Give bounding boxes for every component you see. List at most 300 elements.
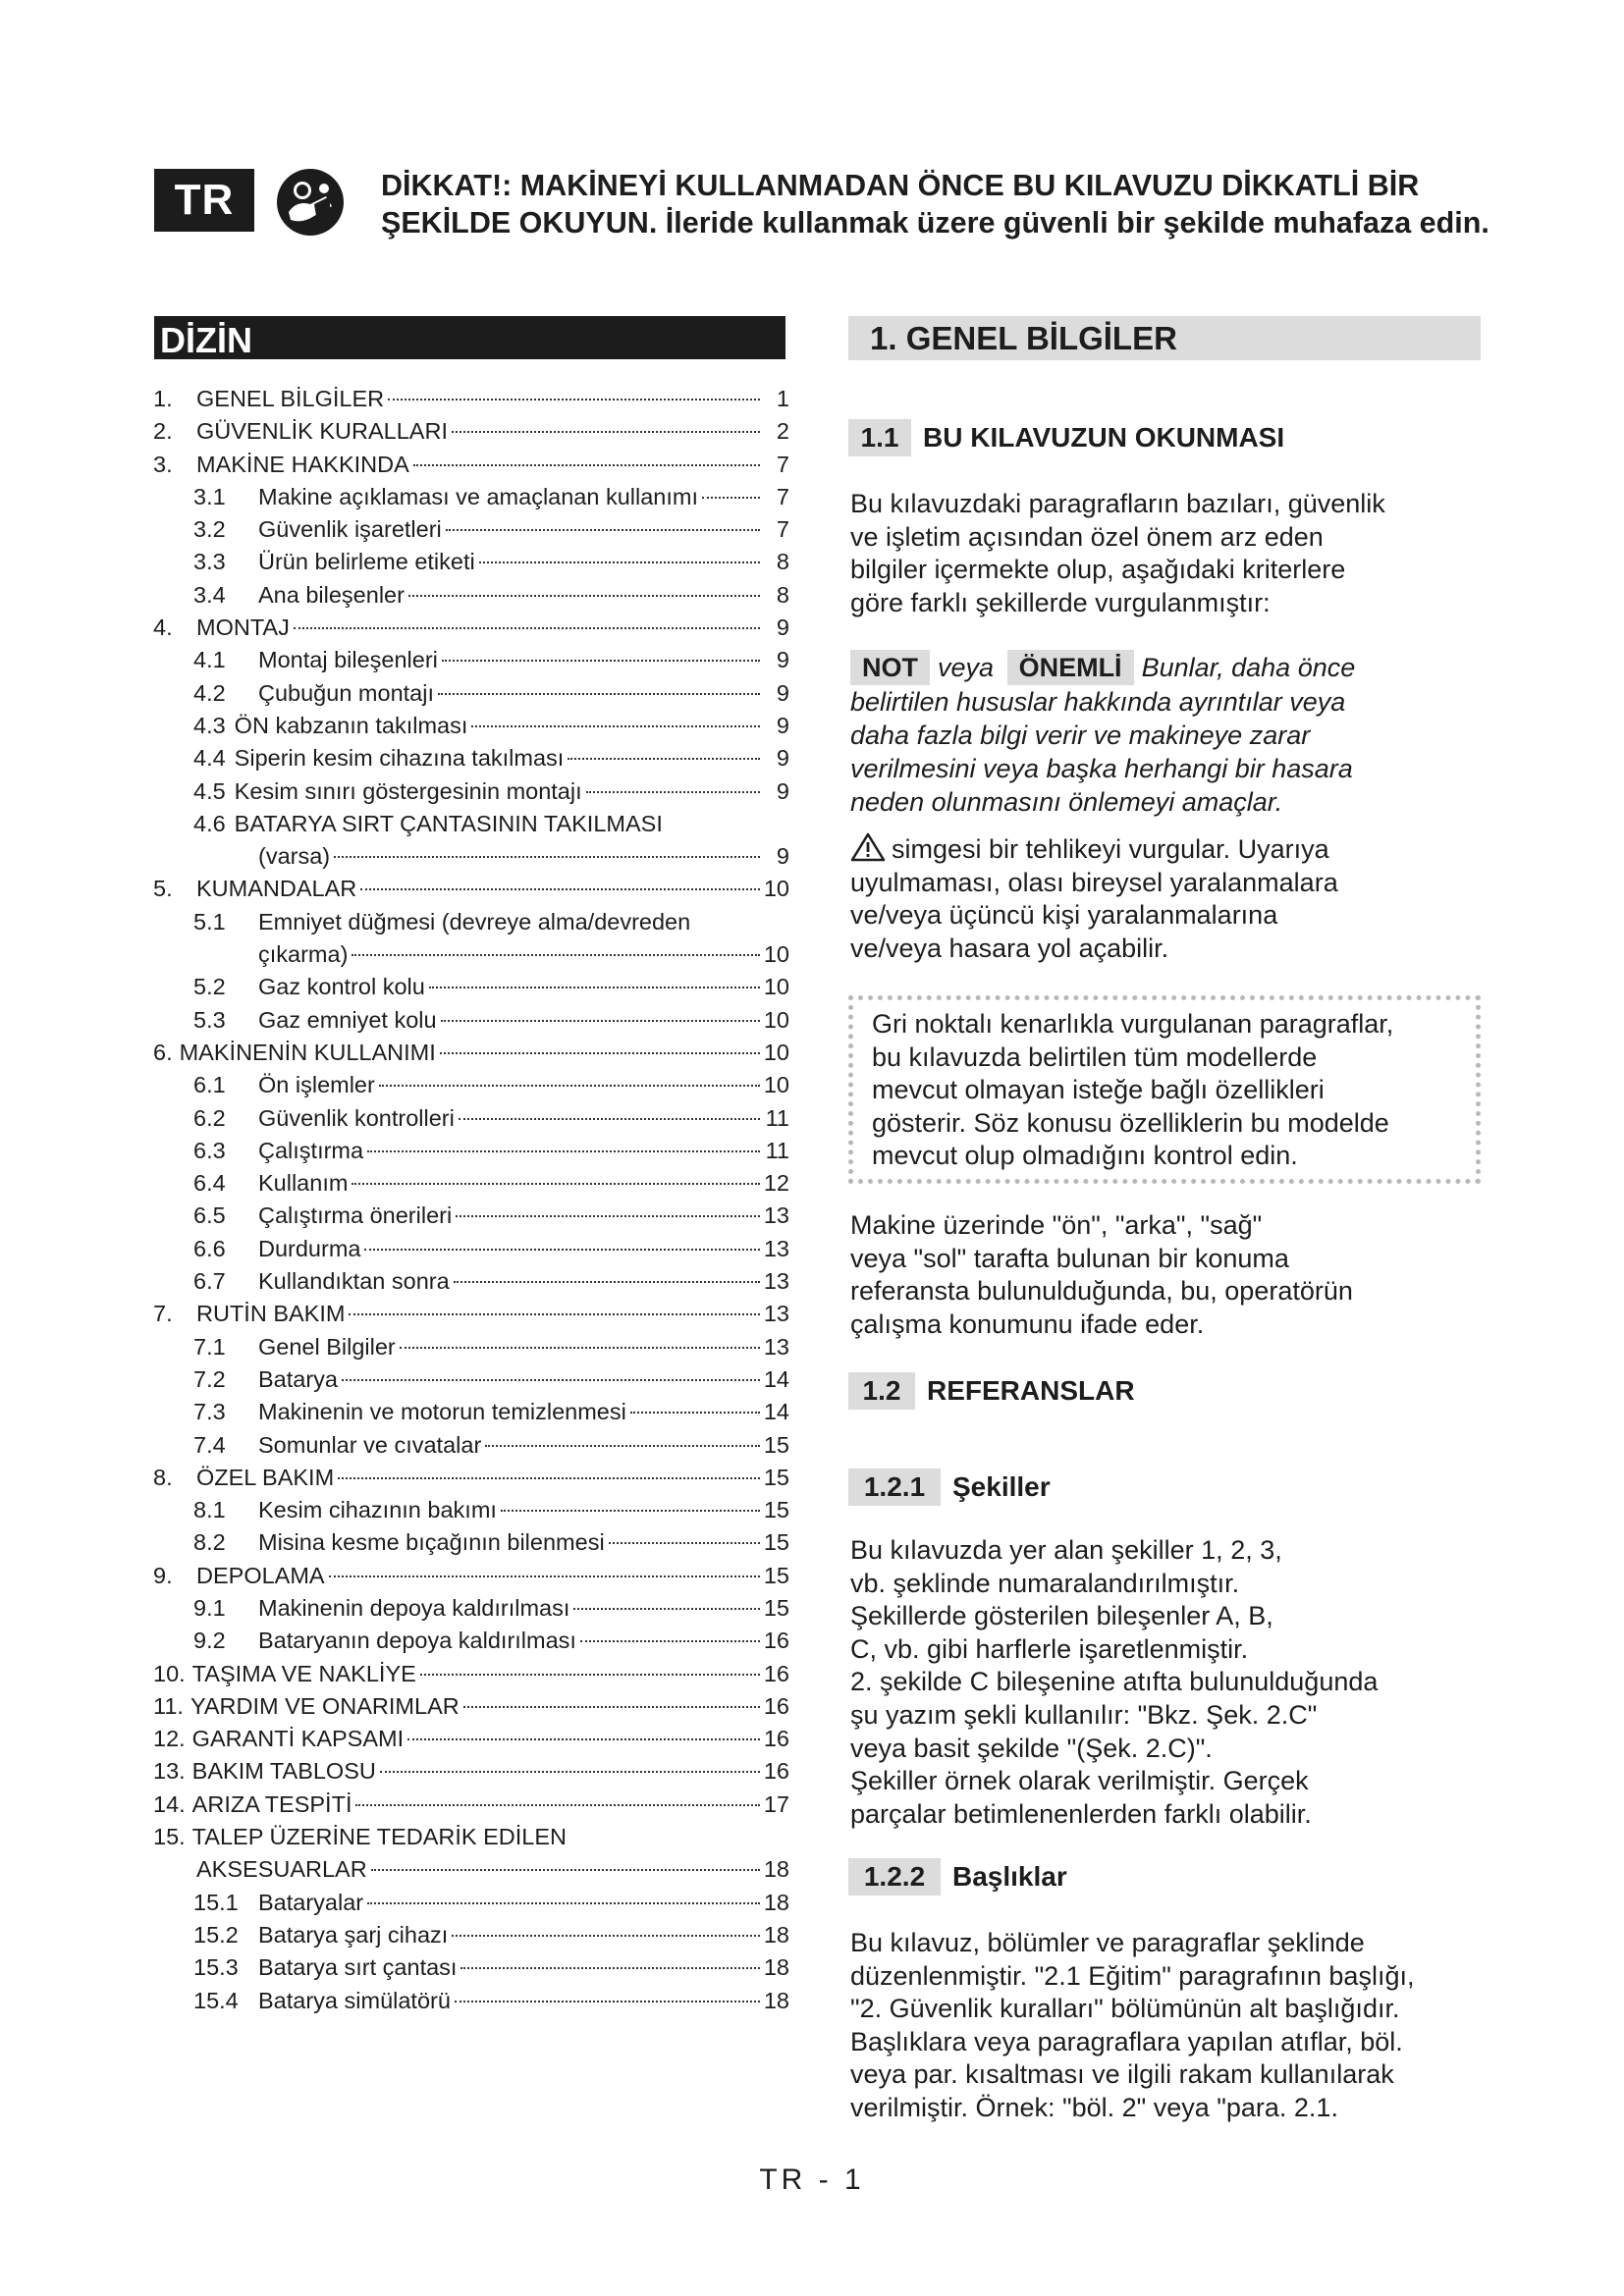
toc-entry-number: 9.2: [193, 1628, 226, 1654]
toc-entry: [153, 1135, 789, 1167]
toc-entry: [153, 579, 789, 612]
toc-entry: [153, 644, 789, 676]
toc-leader-dots: [380, 1771, 760, 1773]
toc-leader-dots: [294, 627, 760, 629]
text-line: şu yazım şekli kullanılır: "Bkz. Şek. 2.C": [850, 1699, 1318, 1730]
toc-entry: [153, 1526, 789, 1559]
toc-entry: [153, 1755, 789, 1788]
toc-entry-label: çıkarma): [258, 941, 349, 968]
toc-entry-page: 11: [765, 1137, 789, 1163]
toc-entry: [153, 449, 789, 481]
toc-entry-number: 15.: [153, 1824, 186, 1850]
warning-line-1: DİKKAT!: MAKİNEYİ KULLANMADAN ÖNCE BU KILAVUZU DİKKATLİ BİR: [381, 169, 1420, 202]
toc-leader-dots: [400, 1347, 760, 1349]
toc-entry-page: 9: [776, 712, 789, 738]
toc-entry-label: Bataryanın depoya kaldırılması: [258, 1628, 576, 1654]
toc-entry-label: Gaz emniyet kolu: [258, 1006, 437, 1033]
toc-entry-page: 11: [765, 1104, 789, 1131]
toc-entry-page: 13: [763, 1301, 789, 1327]
toc-entry-page: 9: [776, 777, 789, 804]
toc-entry-page: 8: [776, 581, 789, 608]
toc-entry-page: 1: [776, 386, 789, 411]
toc-entry-label: BATARYA SIRT ÇANTASININ TAKILMASI: [234, 810, 663, 836]
toc-entry-page: 9: [776, 614, 789, 641]
toc-entry-page: 13: [763, 1202, 789, 1229]
toc-leader-dots: [352, 1183, 759, 1185]
toc-entry: [153, 546, 789, 578]
toc-entry-label: Kesim sınırı göstergesinin montajı: [234, 777, 582, 804]
toc-leader-dots: [568, 758, 760, 760]
toc-entry-label: KUMANDALAR: [196, 876, 357, 902]
toc-entry-page: 18: [763, 1856, 789, 1883]
toc-entry: [153, 1004, 789, 1037]
toc-entry-label: GÜVENLİK KURALLARI: [196, 418, 448, 445]
toc-entry: [153, 415, 789, 448]
toc-entry-page: 15: [763, 1594, 789, 1621]
toc-entry: [153, 840, 789, 873]
toc-leader-dots: [429, 987, 760, 988]
toc-entry-page: 10: [763, 1072, 789, 1098]
toc-entry-page: 7: [776, 451, 789, 477]
toc-entry-number: 7.2: [193, 1365, 226, 1392]
text-line: verilmesini veya başka herhangi bir hasara: [850, 754, 1353, 783]
toc-entry: [153, 1560, 789, 1592]
toc-entry: [153, 1985, 789, 2017]
toc-leader-dots: [573, 1608, 759, 1610]
toc-entry-label: Durdurma: [258, 1235, 361, 1261]
toc-leader-dots: [342, 1379, 760, 1381]
toc-entry-page: 10: [763, 1006, 789, 1033]
text-line: mevcut olmayan isteğe bağlı özellikleri: [872, 1075, 1325, 1105]
toc-entry: [153, 971, 789, 1003]
subsection-1-2-heading: [848, 1372, 1135, 1410]
text-line: Şekillerde gösterilen bileşenler A, B,: [850, 1601, 1273, 1631]
toc-entry: [153, 1821, 789, 1853]
toc-entry-label: Kullanım: [258, 1170, 349, 1197]
text-line: veya "sol" tarafta bulunan bir konuma: [850, 1243, 1289, 1273]
toc-leader-dots: [501, 1510, 760, 1512]
text-line: veya basit şekilde "(Şek. 2.C)".: [850, 1733, 1213, 1763]
toc-leader-dots: [580, 1640, 760, 1642]
toc-entry-label: Güvenlik işaretleri: [258, 516, 442, 543]
subsection-number: 1.2.1: [848, 1468, 941, 1506]
toc-entry-number: 6.5: [193, 1202, 226, 1229]
toc-entry-page: 9: [776, 843, 789, 870]
toc-leader-dots: [360, 888, 760, 890]
text-line: parçalar betimlenenlerden farklı olabilir.: [850, 1798, 1312, 1829]
subsection-number: 1.1: [848, 419, 911, 456]
text-line: ve/veya hasara yol açabilir.: [850, 933, 1169, 963]
toc-entry: [153, 1069, 789, 1101]
toc-leader-dots: [463, 1706, 760, 1708]
toc-entry-number: 4.2: [193, 679, 226, 706]
text-line: C, vb. gibi harflerle işaretlenmiştir.: [850, 1633, 1249, 1664]
toc-entry-number: 1.: [153, 386, 173, 411]
note-tag: NOT: [850, 650, 930, 685]
toc-entry-page: 9: [776, 647, 789, 673]
toc-entry: [153, 1951, 789, 1984]
toc-entry-label: Genel Bilgiler: [258, 1333, 396, 1360]
text-line: Bu kılavuzdaki paragrafların bazıları, güvenlik: [850, 489, 1385, 518]
note-conjunction: veya: [938, 653, 995, 682]
toc-leader-dots: [379, 1085, 760, 1087]
toc-entry-label: TAŞIMA VE NAKLİYE: [191, 1660, 416, 1686]
toc-entry-number: 4.1: [193, 647, 226, 673]
toc-leader-dots: [364, 1249, 759, 1251]
toc-leader-dots: [388, 399, 760, 400]
subsection-number: 1.2.2: [848, 1858, 941, 1896]
toc-entry-page: 15: [763, 1497, 789, 1523]
toc-entry-number: 3.2: [193, 516, 226, 543]
toc-entry-label: RUTİN BAKIM: [196, 1301, 346, 1327]
toc-entry-number: 12.: [153, 1726, 186, 1752]
text-line: belirtilen hususlar hakkında ayrıntılar veya: [850, 687, 1346, 717]
toc-entry-number: 6.: [153, 1039, 173, 1065]
text-line: Bu kılavuzda yer alan şekiller 1, 2, 3,: [850, 1535, 1282, 1565]
toc-entry-page: 9: [776, 679, 789, 706]
toc-entry-page: 16: [763, 1692, 789, 1719]
toc-entry-number: 4.5: [193, 777, 226, 804]
toc-leader-dots: [485, 1445, 760, 1447]
toc-entry-label: Ön işlemler: [258, 1072, 375, 1098]
toc-entry-label: Ana bileşenler: [258, 581, 405, 608]
warning-triangle-icon: [850, 832, 886, 862]
toc-entry-label: MAKİNENİN KULLANIMI: [179, 1039, 436, 1065]
toc-entry: [153, 1265, 789, 1298]
toc-entry-number: 3.: [153, 451, 173, 477]
toc-entry-page: 18: [763, 1921, 789, 1948]
toc-entry-page: 10: [763, 941, 789, 968]
toc-entry-page: 13: [763, 1268, 789, 1295]
warning-notice: [381, 167, 1520, 241]
toc-entry-number: 8.: [153, 1464, 173, 1490]
toc-entry-label: Montaj bileşenleri: [258, 647, 438, 673]
toc-entry-number: 6.6: [193, 1235, 226, 1261]
toc-entry-number: 14.: [153, 1790, 186, 1817]
toc-leader-dots: [367, 1150, 760, 1152]
toc-entry: [153, 1789, 789, 1821]
subsection-1-2-1-heading: [848, 1468, 1051, 1506]
toc-entry-page: 10: [763, 1039, 789, 1065]
toc-leader-dots: [408, 595, 760, 597]
toc-entry-label: Çalıştırma önerileri: [258, 1202, 453, 1229]
toc-entry-label: Emniyet düğmesi (devreye alma/devreden: [258, 908, 691, 934]
toc-entry-number: 6.4: [193, 1170, 226, 1197]
toc-entry: [153, 513, 789, 546]
toc-leader-dots: [459, 1118, 760, 1120]
toc-entry-label: ÖZEL BAKIM: [196, 1464, 335, 1490]
toc-leader-dots: [438, 693, 760, 695]
toc-leader-dots: [609, 1542, 760, 1544]
toc-leader-dots: [352, 954, 759, 956]
toc-leader-dots: [446, 529, 760, 531]
toc-entry-page: 13: [763, 1235, 789, 1261]
text-line: neden olunmasını önlemeyi amaçlar.: [850, 787, 1283, 817]
toc-entry-number: 6.3: [193, 1137, 226, 1163]
optional-feature-text: [872, 1008, 1471, 1173]
toc-entry-page: 18: [763, 1987, 789, 2013]
toc-entry-label: Gaz kontrol kolu: [258, 974, 425, 1000]
toc-entry: [153, 481, 789, 513]
toc-entry-label: (varsa): [258, 843, 331, 870]
toc-entry-page: 8: [776, 549, 789, 575]
toc-leader-dots: [440, 1052, 760, 1054]
language-badge: TR: [154, 169, 254, 232]
toc-leader-dots: [329, 1575, 760, 1577]
toc-leader-dots: [460, 1967, 759, 1969]
toc-entry-number: 15.1: [193, 1889, 239, 1915]
toc-entry-page: 14: [763, 1399, 789, 1425]
toc-entry-page: 18: [763, 1889, 789, 1915]
toc-entry: [153, 1625, 789, 1657]
text-line: Gri noktalı kenarlıkla vurgulanan paragraflar,: [872, 1009, 1394, 1039]
toc-entry-number: 4.3: [193, 712, 226, 738]
toc-entry: [153, 612, 789, 644]
toc-entry: [153, 1396, 789, 1428]
toc-entry: [153, 1887, 789, 1919]
toc-entry-number: 4.6: [193, 810, 226, 836]
toc-leader-dots: [455, 2001, 760, 2002]
toc-entry-number: 6.2: [193, 1104, 226, 1131]
toc-entry-label: Kullandıktan sonra: [258, 1268, 450, 1295]
toc-entry-number: 3.3: [193, 549, 226, 575]
toc-entry: [153, 1494, 789, 1526]
toc-entry-number: 15.4: [193, 1987, 239, 2013]
toc-entry-number: 7.1: [193, 1333, 226, 1360]
toc-entry: [153, 1919, 789, 1951]
text-line: göre farklı şekillerde vurgulanmıştır:: [850, 587, 1271, 617]
read-manual-icon: [275, 167, 346, 238]
toc-entry-number: 8.1: [193, 1497, 226, 1523]
toc-entry: [153, 1690, 789, 1723]
toc-entry-label: Çubuğun montajı: [258, 679, 434, 706]
subsection-title: Başlıklar: [952, 1861, 1067, 1892]
text-line: düzenlenmiştir. "2.1 Eğitim" paragrafının başlığı,: [850, 1960, 1415, 1991]
toc-entry-label: Bataryalar: [258, 1889, 364, 1915]
toc-entry-number: 4.4: [193, 745, 226, 772]
section-title: 1. GENEL BİLGİLER: [848, 316, 1481, 360]
toc-entry: [153, 1592, 789, 1625]
toc-entry-label: Batarya simülatörü: [258, 1987, 451, 2013]
toc-entry-page: 14: [763, 1365, 789, 1392]
toc-entry: [153, 1200, 789, 1232]
toc-entry-page: 18: [763, 1954, 789, 1981]
toc-entry-label: BAKIM TABLOSU: [191, 1758, 376, 1785]
toc-entry: [153, 1723, 789, 1755]
toc-entry-label: DEPOLAMA: [196, 1562, 325, 1588]
toc-entry-page: 16: [763, 1758, 789, 1785]
toc-leader-dots: [456, 1215, 760, 1217]
toc-leader-dots: [479, 561, 760, 563]
toc-entry: [153, 1233, 789, 1265]
toc-entry-number: 2.: [153, 418, 173, 445]
text-line: 2. şekilde C bileşenine atıfta bulunulduğunda: [850, 1667, 1379, 1697]
text-line: bu kılavuzda belirtilen tüm modellerde: [872, 1041, 1318, 1072]
text-line: bilgiler içermekte olup, aşağıdaki kriterlere: [850, 555, 1346, 585]
text-line: gösterir. Söz konusu özelliklerin bu modelde: [872, 1107, 1389, 1138]
toc-entry-page: 15: [763, 1464, 789, 1490]
text-line: daha fazla bilgi verir ve makineye zarar: [850, 721, 1311, 750]
toc-entry-page: 15: [763, 1431, 789, 1458]
toc-entry: [153, 1167, 789, 1200]
toc-entry-page: 16: [763, 1726, 789, 1752]
position-paragraph: [850, 1209, 1489, 1341]
toc-leader-dots: [452, 1935, 760, 1937]
note-first-tail: Bunlar, daha önce: [1141, 653, 1356, 682]
toc-entry-number: 11.: [153, 1692, 184, 1719]
toc-leader-dots: [407, 1738, 760, 1740]
text-line: verilmiştir. Örnek: "böl. 2" veya "para. 2.1.: [850, 2092, 1338, 2122]
toc-entry-label: Çalıştırma: [258, 1137, 364, 1163]
toc-leader-dots: [334, 856, 760, 858]
toc-entry-label: AKSESUARLAR: [196, 1856, 367, 1883]
danger-first-line: simgesi bir tehlikeyi vurgular. Uyarıya: [892, 834, 1329, 864]
toc-leader-dots: [355, 1804, 759, 1806]
subsection-title: BU KILAVUZUN OKUNMASI: [923, 422, 1285, 453]
toc-entry: [153, 1102, 789, 1135]
toc-entry: [153, 906, 789, 938]
toc-entry-label: Makine açıklaması ve amaçlanan kullanımı: [258, 483, 699, 509]
toc-entry: [153, 383, 789, 415]
toc-entry-label: MONTAJ: [196, 614, 290, 641]
text-line: Başlıklara veya paragraflara yapılan atıflar, böl.: [850, 2026, 1403, 2056]
text-line: ve işletim açısından özel önem arz eden: [850, 521, 1324, 552]
toc-entry-number: 7.3: [193, 1399, 226, 1425]
toc-entry: [153, 1363, 789, 1396]
toc-entry-number: 5.1: [193, 908, 226, 934]
toc-entry-number: 6.7: [193, 1268, 226, 1295]
toc-entry-number: 7.4: [193, 1431, 226, 1458]
toc-leader-dots: [471, 725, 760, 727]
toc-entry-label: GARANTİ KAPSAMI: [191, 1726, 405, 1752]
toc-entry-page: 17: [763, 1790, 789, 1817]
subsection-title: Şekiller: [952, 1471, 1051, 1502]
text-line: veya par. kısaltması ve ilgili rakam kullanılarak: [850, 2059, 1394, 2090]
toc-entry-number: 5.: [153, 876, 173, 902]
toc-entry-label: Ürün belirleme etiketi: [258, 549, 475, 575]
toc-entry-number: 15.2: [193, 1921, 239, 1948]
toc-entry: [153, 938, 789, 971]
toc-leader-dots: [586, 791, 760, 793]
toc-entry-page: 7: [776, 516, 789, 543]
toc-entry-number: 9.: [153, 1562, 173, 1588]
subsection-title: REFERANSLAR: [927, 1375, 1135, 1406]
toc-entry-number: 7.: [153, 1301, 173, 1327]
toc-entry: [153, 742, 789, 774]
text-line: referansta bulunulduğunda, bu, operatörün: [850, 1276, 1353, 1307]
toc-entry-page: 13: [763, 1333, 789, 1360]
toc-leader-dots: [371, 1869, 760, 1871]
text-line: mevcut olup olmadığını kontrol edin.: [872, 1141, 1298, 1171]
toc-leader-dots: [413, 464, 760, 466]
toc-entry: [153, 1037, 789, 1069]
toc-entry-label: Makinenin ve motorun temizlenmesi: [258, 1399, 626, 1425]
subsection-number: 1.2: [848, 1372, 915, 1410]
toc-leader-dots: [442, 660, 760, 662]
toc-entry-page: 10: [763, 876, 789, 902]
toc-entry-number: 10.: [153, 1660, 186, 1686]
toc-entry-page: 10: [763, 974, 789, 1000]
text-line: ve/veya üçüncü kişi yaralanmalarına: [850, 900, 1278, 931]
toc-entry-page: 12: [763, 1170, 789, 1197]
warning-line-2: ŞEKİLDE OKUYUN. İleride kullanmak üzere güvenli bir şekilde muhafaza edin.: [381, 206, 1489, 240]
toc-entry: [153, 1462, 789, 1494]
subsection-1-2-2-heading: [848, 1858, 1067, 1896]
toc-entry-label: MAKİNE HAKKINDA: [196, 451, 409, 477]
toc-entry: [153, 775, 789, 808]
toc-entry-number: 13.: [153, 1758, 186, 1785]
toc-entry-label: Siperin kesim cihazına takılması: [234, 745, 565, 772]
toc-entry-number: 6.1: [193, 1072, 226, 1098]
toc-leader-dots: [702, 497, 760, 499]
toc-leader-dots: [630, 1412, 760, 1414]
toc-entry-label: Misina kesme bıçağının bilenmesi: [258, 1529, 605, 1556]
toc-entry: [153, 1429, 789, 1462]
toc-entry-page: 15: [763, 1562, 789, 1588]
toc-entry-number: 8.2: [193, 1529, 226, 1556]
text-line: Bu kılavuz, bölümler ve paragraflar şeklinde: [850, 1928, 1365, 1957]
toc-entry-label: Batarya: [258, 1365, 338, 1392]
toc-entry-page: 7: [776, 483, 789, 509]
toc-entry-number: 5.3: [193, 1006, 226, 1033]
figures-paragraph: [850, 1534, 1489, 1831]
text-line: vb. şeklinde numaralandırılmıştır.: [850, 1568, 1240, 1598]
toc-entry-label: Güvenlik kontrolleri: [258, 1104, 455, 1131]
note-paragraph: [850, 650, 1489, 819]
toc-leader-dots: [349, 1313, 759, 1315]
headings-paragraph: [850, 1927, 1489, 2125]
toc-entry: [153, 677, 789, 710]
toc-entry-page: 2: [776, 418, 789, 445]
toc-entry-number: 3.4: [193, 581, 226, 608]
toc-entry-label: GENEL BİLGİLER: [196, 386, 385, 411]
danger-paragraph: [850, 832, 1489, 965]
toc-entry-number: 3.1: [193, 483, 226, 509]
toc-entry-label: ARIZA TESPİTİ: [191, 1790, 352, 1817]
important-tag: ÖNEMLİ: [1007, 650, 1134, 685]
toc-entry-number: 4.: [153, 614, 173, 641]
toc-entry: [153, 1658, 789, 1690]
toc-leader-dots: [454, 1281, 760, 1283]
toc-entry-label: TALEP ÜZERİNE TEDARİK EDİLEN: [191, 1824, 567, 1850]
subsection-1-1-heading: [848, 419, 1284, 456]
toc-leader-dots: [441, 1020, 760, 1022]
toc-entry: [153, 1853, 789, 1886]
toc-title: DİZİN: [154, 316, 785, 359]
toc-entry-number: 5.2: [193, 974, 226, 1000]
toc-entry-label: Makinenin depoya kaldırılması: [258, 1594, 570, 1621]
toc-leader-dots: [420, 1674, 760, 1676]
toc-entry: [153, 710, 789, 742]
text-line: çalışma konumunu ifade eder.: [850, 1308, 1205, 1339]
toc-entry-label: Somunlar ve cıvatalar: [258, 1431, 482, 1458]
table-of-contents: [153, 383, 789, 2017]
text-line: "2. Güvenlik kuralları" bölümünün alt başlığıdır.: [850, 1994, 1400, 2024]
toc-entry: [153, 1298, 789, 1330]
toc-entry-number: 15.3: [193, 1954, 239, 1981]
toc-leader-dots: [452, 431, 760, 433]
toc-entry-page: 15: [763, 1529, 789, 1556]
toc-entry-page: 16: [763, 1660, 789, 1686]
toc-leader-dots: [338, 1477, 760, 1479]
toc-entry-label: ÖN kabzanın takılması: [234, 712, 468, 738]
toc-entry-label: Batarya şarj cihazı: [258, 1921, 449, 1948]
text-line: uyulmaması, olası bireysel yaralanmalara: [850, 867, 1338, 897]
toc-entry-page: 16: [763, 1628, 789, 1654]
intro-paragraph: [850, 488, 1489, 619]
toc-entry-page: 9: [776, 745, 789, 772]
text-line: Şekiller örnek olarak verilmiştir. Gerçek: [850, 1766, 1309, 1796]
